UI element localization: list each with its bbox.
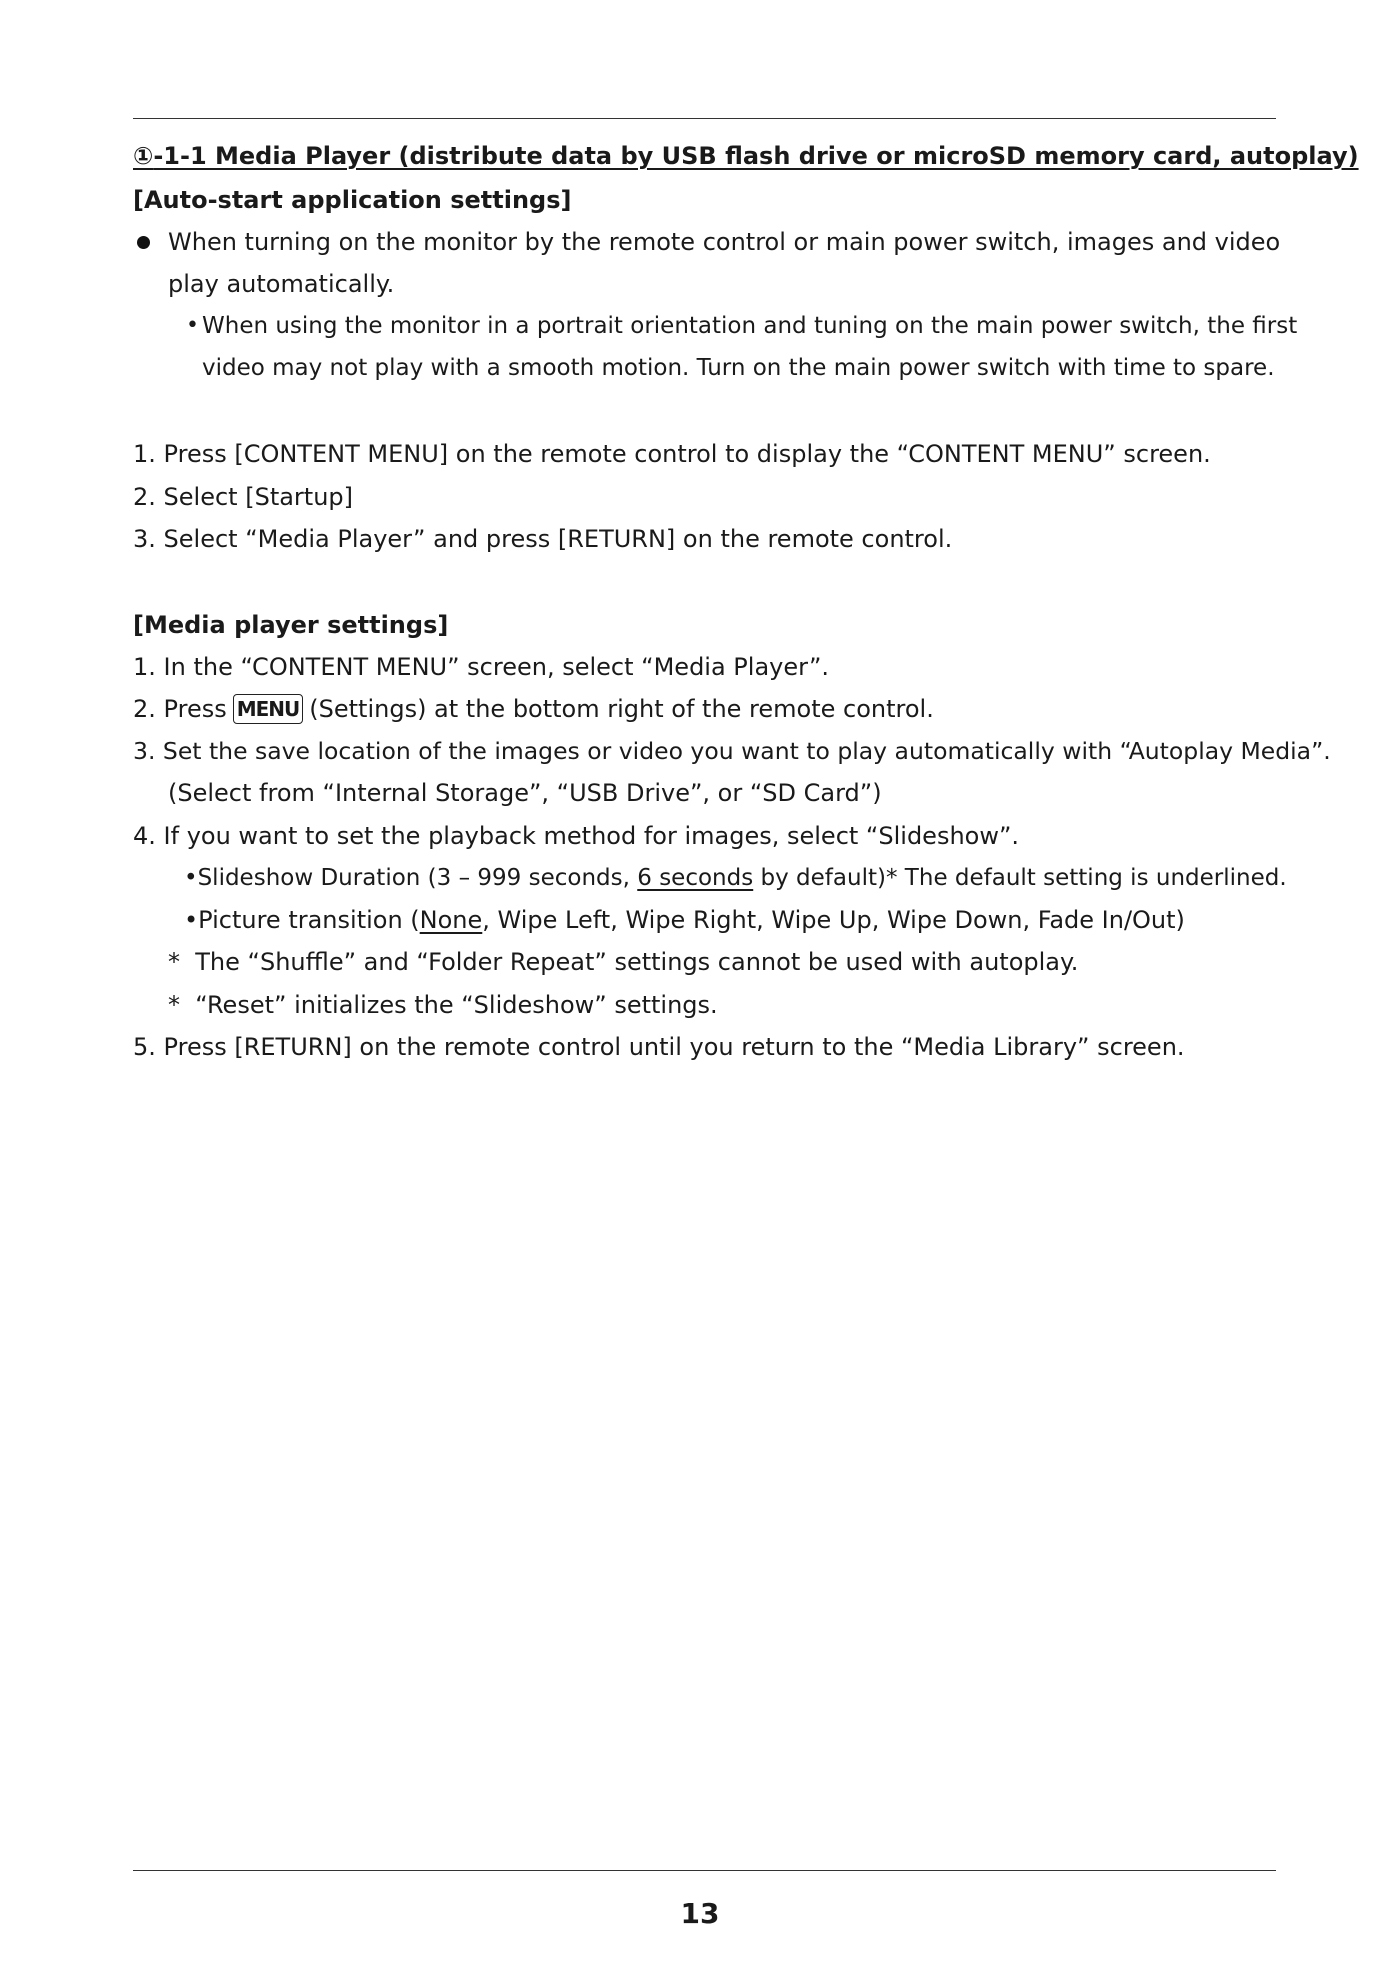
step-text: In the “CONTENT MENU” screen, select “Media Player”. [163,653,830,681]
media-step-3-line1 [133,735,1331,767]
circled-number-marker: ① [133,142,154,170]
auto-start-title: [Auto-start application settings] [133,186,572,214]
media-step-4 [133,820,1019,852]
menu-key-icon: MENU [233,694,304,724]
top-rule [133,118,1276,119]
media-step-5 [133,1031,1185,1063]
bullet-mark: • [184,906,199,934]
step-text-pre: Press [163,695,227,723]
media-step-3-line2: (Select from “Internal Storage”, “USB Drive”, or “SD Card”) [168,779,882,807]
step-number: 1. [133,440,156,468]
page-number: 13 [680,1897,720,1930]
step-text-post: (Settings) at the bottom right of the remote control. [309,695,934,723]
slideshow-duration-item [184,862,886,894]
sub-note-line1: When using the monitor in a portrait orientation and tuning on the main power switch, the first [202,313,1298,339]
note-reset [168,989,718,1021]
sub-note-line2: video may not play with a smooth motion. Turn on the main power switch with time to spare. [202,355,1275,381]
media-step-2 [133,693,934,725]
media-step-1 [133,651,829,683]
bottom-rule [133,1870,1276,1871]
sub-note-mark: • [186,313,199,338]
default-value: 6 seconds [637,865,754,891]
step-number: 4. [133,822,156,850]
step-text: Press [CONTENT MENU] on the remote control to display the “CONTENT MENU” screen. [163,440,1211,468]
section-heading [133,140,1359,172]
item-text-pre: Picture transition ( [198,906,420,934]
step-number: 3. [133,525,156,553]
step-text: Select “Media Player” and press [RETURN] on the remote control. [163,525,953,553]
note-mark: * [168,991,180,1019]
picture-transition-item [184,904,1185,936]
step-number: 1. [133,653,156,681]
auto-start-step-3 [133,523,952,555]
step-number: 2. [133,695,156,723]
step-number: 5. [133,1033,156,1061]
auto-start-step-1 [133,438,1211,470]
note-mark: * [168,948,180,976]
item-text-pre: Slideshow Duration (3 – 999 seconds, [197,865,638,891]
media-player-title: [Media player settings] [133,611,449,639]
step-number: 2. [133,483,156,511]
auto-start-step-2 [133,481,353,513]
item-text-post: by default) [753,865,886,891]
note-text: “Reset” initializes the “Slideshow” settings. [195,991,718,1019]
step-text: Set the save location of the images or video you want to play automatically with “Autoplay Media”. [162,737,1331,765]
step-number: 3. [133,737,156,765]
step-text: Select [Startup] [163,483,354,511]
step-text: If you want to set the playback method for images, select “Slideshow”. [163,822,1020,850]
note-shuffle [168,946,1078,978]
auto-start-bullet-line2: play automatically. [168,270,395,298]
bullet-mark: • [184,865,198,891]
default-value: None [419,906,483,934]
default-setting-note: * The default setting is underlined. [886,865,1287,891]
note-text: The “Shuffle” and “Folder Repeat” settings cannot be used with autoplay. [195,948,1079,976]
item-text-post: , Wipe Left, Wipe Right, Wipe Up, Wipe Down, Fade In/Out) [482,906,1185,934]
bullet-icon [137,236,150,249]
auto-start-bullet-line1: When turning on the monitor by the remote control or main power switch, images and video [168,228,1281,256]
section-heading-title: -1-1 Media Player (distribute data by USB flash drive or microSD memory card, autoplay) [153,142,1359,170]
step-text: Press [RETURN] on the remote control until you return to the “Media Library” screen. [163,1033,1185,1061]
